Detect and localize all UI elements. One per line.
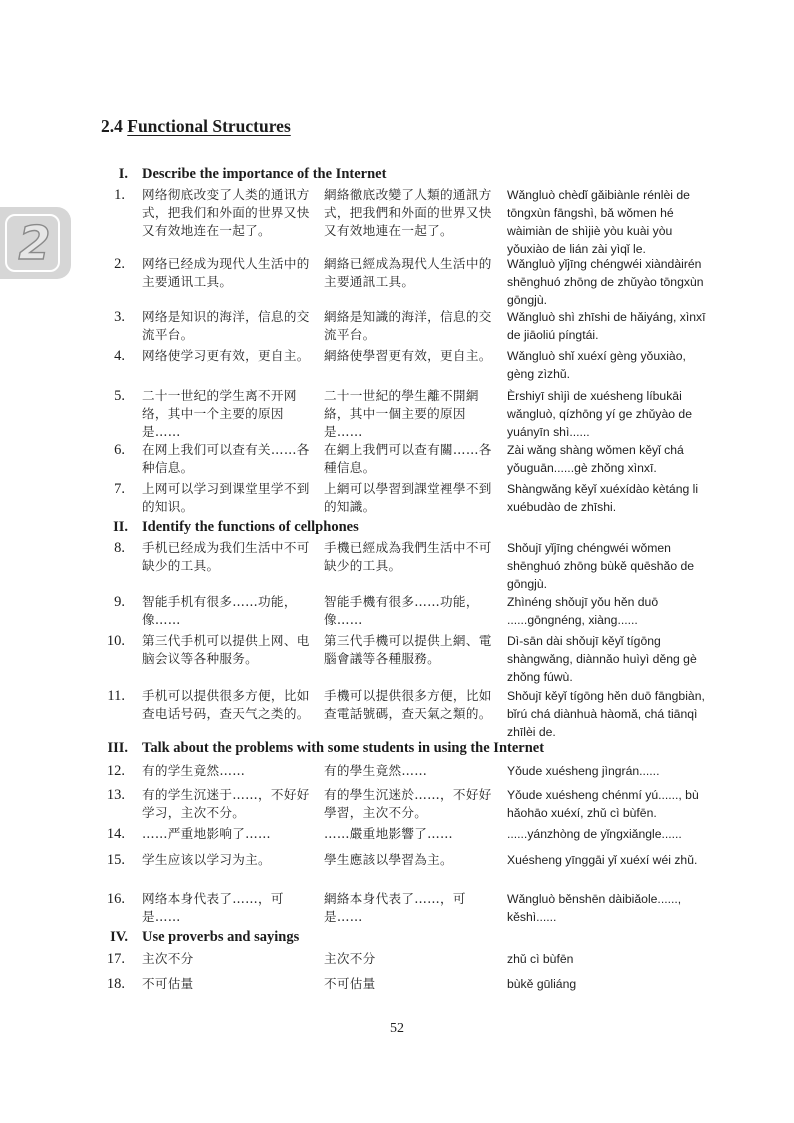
pinyin-text: Yǒude xuésheng jìngrán......: [507, 764, 660, 778]
traditional-chinese-text: 主次不分: [324, 951, 376, 966]
simplified-chinese-text: 在网上我们可以查有关……各种信息。: [142, 442, 310, 475]
simplified-chinese-text: 手机可以提供很多方便，比如查电话号码，查天气之类的。: [142, 688, 310, 721]
page-number: 52: [390, 1021, 404, 1036]
simplified-chinese-text: 智能手机有很多……功能，像……: [142, 594, 297, 627]
item-number: 5.: [114, 388, 125, 404]
section-roman-numeral: IV.: [110, 929, 128, 945]
item-number: 8.: [114, 540, 125, 556]
item-number: 6.: [114, 442, 125, 458]
pinyin-text: bùkě gūliáng: [507, 977, 577, 991]
simplified-chinese-text: 有的学生沉迷于……，不好好学习，主次不分。: [142, 787, 310, 820]
section-heading-text: Describe the importance of the Internet: [142, 166, 387, 182]
section-heading: [102, 740, 702, 760]
pinyin-text: Wǎngluò shì zhīshi de hǎiyáng, xìnxī de jiāoliú píngtái.: [507, 310, 706, 342]
simplified-chinese-text: 网络是知识的海洋，信息的交流平台。: [142, 309, 310, 342]
section-roman-numeral: I.: [118, 166, 128, 182]
section-heading: [102, 929, 702, 949]
traditional-chinese-text: 智能手機有很多……功能，像……: [324, 594, 479, 627]
item-number: 13.: [106, 787, 125, 803]
simplified-chinese-text: 不可估量: [142, 976, 194, 991]
section-number: 2.4: [101, 116, 123, 136]
item-number: 7.: [114, 481, 125, 497]
traditional-chinese-text: 第三代手機可以提供上網、電腦會議等各種服務。: [324, 633, 492, 666]
pinyin-text: Wǎngluò shǐ xuéxí gèng yǒuxiào, gèng zìzhǔ.: [507, 349, 686, 381]
simplified-chinese-text: 网络本身代表了……，可是……: [142, 891, 284, 924]
item-number: 11.: [107, 688, 125, 704]
simplified-chinese-text: 网络使学习更有效，更自主。: [142, 348, 310, 363]
simplified-chinese-text: 主次不分: [142, 951, 194, 966]
item-number: 10.: [106, 633, 125, 649]
section-heading: [102, 519, 702, 539]
pinyin-text: ......yánzhòng de yǐngxiǎngle......: [507, 827, 682, 841]
item-number: 3.: [114, 309, 125, 325]
pinyin-text: Wǎngluò chèdǐ gǎibiànle rénlèi de tōngxùn fāngshì, bǎ wǒmen hé wàimiàn de shìjiè yòu kuài yòu yǒuxiào de lián zài yìqǐ le.: [507, 188, 690, 256]
section-heading: [102, 166, 702, 186]
pinyin-text: Dì-sān dài shǒujī kěyǐ tígōng shàngwǎng, diànnǎo huìyì děng gè zhǒng fúwù.: [507, 634, 697, 684]
traditional-chinese-text: 在網上我們可以查有關……各種信息。: [324, 442, 492, 475]
pinyin-text: Zhìnéng shǒujī yǒu hěn duō ......gōngnéng, xiàng......: [507, 595, 659, 627]
pinyin-text: Yǒude xuésheng chénmí yú......, bù hǎohāo xuéxí, zhǔ cì bùfēn.: [507, 788, 699, 820]
section-heading-text: Talk about the problems with some students in using the Internet: [142, 740, 545, 756]
item-number: 14.: [106, 826, 125, 842]
traditional-chinese-text: 二十一世紀的學生離不開網絡，其中一個主要的原因是……: [324, 388, 479, 439]
simplified-chinese-text: 网络已经成为现代人生活中的主要通讯工具。: [142, 256, 310, 289]
pinyin-text: Shǒujī kěyǐ tígōng hěn duō fāngbiàn, bǐrú chá diànhuà hàomǎ, chá tiānqì zhīlèi de.: [507, 689, 705, 739]
pinyin-text: Shǒujī yǐjīng chéngwéi wǒmen shēnghuó zhōng bùkě quēshǎo de gōngjù.: [507, 541, 695, 591]
traditional-chinese-text: 手機已經成為我們生活中不可缺少的工具。: [324, 540, 492, 573]
traditional-chinese-text: 網絡是知識的海洋，信息的交流平台。: [324, 309, 492, 342]
traditional-chinese-text: 網絡本身代表了……，可是……: [324, 891, 466, 924]
simplified-chinese-text: 手机已经成为我们生活中不可缺少的工具。: [142, 540, 310, 573]
item-number: 12.: [106, 763, 125, 779]
pinyin-text: Wǎngluò yǐjīng chéngwéi xiàndàirén shēnghuó zhōng de zhǔyào tōngxùn gōngjù.: [507, 257, 704, 307]
traditional-chinese-text: ……嚴重地影響了……: [324, 826, 453, 841]
section-title-text: Functional Structures: [127, 116, 291, 136]
simplified-chinese-text: 二十一世纪的学生离不开网络，其中一个主要的原因是……: [142, 388, 297, 439]
section-roman-numeral: III.: [107, 740, 128, 756]
item-number: 2.: [114, 256, 125, 272]
traditional-chinese-text: 有的學生沉迷於……，不好好學習，主次不分。: [324, 787, 492, 820]
simplified-chinese-text: ……严重地影响了……: [142, 826, 271, 841]
traditional-chinese-text: 不可估量: [324, 976, 376, 991]
item-number: 17.: [106, 951, 125, 967]
traditional-chinese-text: 網絡徹底改變了人類的通訊方式，把我們和外面的世界又快又有效地連在一起了。: [324, 187, 492, 238]
simplified-chinese-text: 有的学生竟然……: [142, 763, 246, 778]
traditional-chinese-text: 上網可以學習到課堂裡學不到的知識。: [324, 481, 492, 514]
item-number: 18.: [106, 976, 125, 992]
simplified-chinese-text: 上网可以学习到课堂里学不到的知识。: [142, 481, 310, 514]
item-number: 15.: [106, 852, 125, 868]
item-number: 4.: [114, 348, 125, 364]
traditional-chinese-text: 網絡已經成為現代人生活中的主要通訊工具。: [324, 256, 492, 289]
section-heading-text: Use proverbs and sayings: [142, 929, 300, 945]
simplified-chinese-text: 网络彻底改变了人类的通讯方式，把我们和外面的世界又快又有效地连在一起了。: [142, 187, 310, 238]
simplified-chinese-text: 学生应该以学习为主。: [142, 852, 271, 867]
pinyin-text: Zài wǎng shàng wǒmen kěyǐ chá yǒuguān......gè zhǒng xìnxī.: [507, 443, 684, 475]
item-number: 1.: [114, 187, 125, 203]
pinyin-text: zhǔ cì bùfēn: [507, 952, 574, 966]
traditional-chinese-text: 學生應該以學習為主。: [324, 852, 453, 867]
chapter-number: 2: [18, 216, 51, 270]
section-title: [101, 116, 291, 137]
pinyin-text: Wǎngluò běnshēn dàibiǎole......, kěshì......: [507, 892, 682, 924]
pinyin-text: Shàngwǎng kěyǐ xuéxídào kètáng li xuébudào de zhīshi.: [507, 482, 699, 514]
item-number: 9.: [114, 594, 125, 610]
section-roman-numeral: II.: [113, 519, 128, 535]
traditional-chinese-text: 有的學生竟然……: [324, 763, 428, 778]
simplified-chinese-text: 第三代手机可以提供上网、电脑会议等各种服务。: [142, 633, 310, 666]
traditional-chinese-text: 手機可以提供很多方便，比如查電話號碼，查天氣之類的。: [324, 688, 492, 721]
pinyin-text: Xuésheng yīnggāi yǐ xuéxí wéi zhǔ.: [507, 853, 698, 867]
traditional-chinese-text: 網絡使學習更有效，更自主。: [324, 348, 492, 363]
chapter-tab: [0, 207, 71, 279]
section-heading-text: Identify the functions of cellphones: [142, 519, 359, 535]
pinyin-text: Èrshiyī shìjì de xuésheng líbukāi wǎngluò, qízhōng yí ge zhǔyào de yuányīn shì......: [507, 389, 692, 439]
item-number: 16.: [106, 891, 125, 907]
